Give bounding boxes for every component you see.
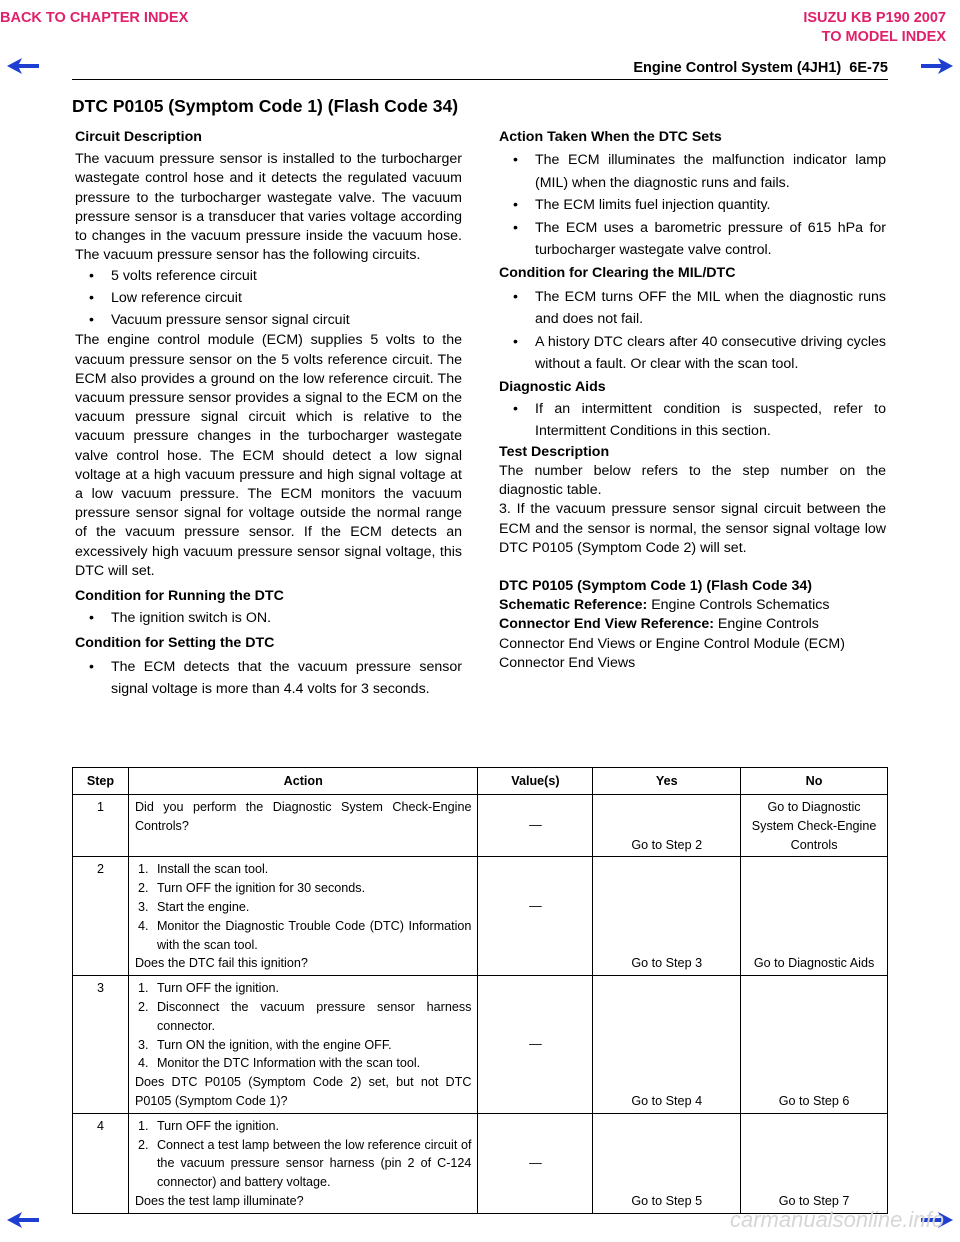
list-item: • The ECM limits fuel injection quantity. [499,194,886,217]
step-question: Does DTC P0105 (Symptom Code 2) set, but not DTC P0105 (Symptom Code 1)? [134,1075,472,1108]
circuit-description-heading: Circuit Description [75,129,202,145]
table-row [73,1113,888,1213]
step-number: 1 [73,795,129,857]
list-item: • The ECM uses a barometric pressure of 615 hPa for turbocharger wastegate valve control. [499,217,886,262]
schematic-reference-value: Engine Controls Schematics [647,597,830,614]
list-item: 3. Start the engine. [137,899,250,914]
header-rule [72,79,888,80]
list-item: 3. Turn ON the ignition, with the engine OFF. [137,1037,392,1052]
list-item: 4. Monitor the DTC Information with the scan tool. [137,1056,421,1071]
connector-reference-label: Connector End View Reference: [499,616,714,633]
list-item: • Low reference circuit [75,287,462,309]
list-item: 1. Turn OFF the ignition. [137,981,279,996]
step-number: 4 [73,1113,129,1213]
step-question: Did you perform the Diagnostic System Check-Engine Controls? [134,800,472,833]
list-item: 1. Turn OFF the ignition. [137,1118,279,1133]
table-header-row [73,768,888,795]
previous-page-arrow-icon[interactable] [6,56,40,76]
step-action [128,795,478,857]
step-action [128,976,478,1114]
step-yes: Go to Step 2 [593,795,741,857]
list-item: • If an intermittent condition is suspected, refer to Intermittent Conditions in this section. [499,398,886,443]
schematic-reference-label: Schematic Reference: [499,597,648,614]
table-row [73,976,888,1114]
table-row [73,857,888,976]
step-no: Go to Diagnostic Aids [741,857,888,976]
diagnostic-table [72,767,888,1214]
step-no: Go to Step 7 [741,1113,888,1213]
vehicle-model-link[interactable]: ISUZU KB P190 2007 [803,10,946,26]
list-item: • The ignition switch is ON. [75,607,462,630]
step-value: — [478,976,593,1114]
list-item: • The ECM illuminates the malfunction indicator lamp (MIL) when the diagnostic runs and fails. [499,149,886,194]
connector-reference [499,615,886,673]
step-value: — [478,795,593,857]
test-description-text: The number below refers to the step number on the diagnostic table. [499,462,886,499]
column-header-values: Value(s) [478,768,593,795]
step-question: Does the test lamp illuminate? [134,1193,304,1208]
step-no: Go to Step 6 [741,976,888,1114]
column-header-no: No [741,768,888,795]
step-action-list [135,860,472,954]
setting-condition-heading: Condition for Setting the DTC [75,634,275,651]
setting-condition-list [75,656,462,701]
list-item: • 5 volts reference circuit [75,265,462,287]
step-value: — [478,857,593,976]
to-model-index-link[interactable]: TO MODEL INDEX [821,29,946,45]
list-item: 2. Connect a test lamp between the low reference circuit of the vacuum pressure sensor harness (pin 2 of C-124 connector) and battery voltage. [137,1137,472,1190]
reference-title: DTC P0105 (Symptom Code 1) (Flash Code 34) [499,577,812,594]
step-number: 3 [73,976,129,1114]
section-title: Engine Control System (4JH1) [633,60,842,76]
step-no: Go to Diagnostic System Check-Engine Controls [741,795,888,857]
list-item: 2. Disconnect the vacuum pressure sensor harness connector. [137,999,472,1033]
step-question: Does the DTC fail this ignition? [134,956,308,971]
test-description-step: 3. If the vacuum pressure sensor signal circuit between the ECM and the sensor is normal, the sensor signal voltage low DTC P0105 (Symptom Code 2) will set. [499,501,886,556]
circuit-description-text: The vacuum pressure sensor is installed to the turbocharger wastegate control hose and it detects the regulated vacuum pressure to the turbocharger wastegate valve. The vacuum pressure sensor is a transducer that varies voltage according to changes in the vacuum pressure inside the vacuum hose. The vacuum pressure sensor has the following circuits. [75,151,462,264]
page-number: 6E-75 [849,60,888,76]
diagnostic-aids-list [499,398,886,443]
running-header [633,60,888,76]
test-description-heading: Test Description [499,443,610,460]
running-condition-list [75,607,462,630]
watermark: carmanualsonline.info [729,1207,944,1232]
list-item: • A history DTC clears after 40 consecutive driving cycles without a fault. Or clear with the scan tool. [499,331,886,376]
left-column [75,128,462,701]
circuit-list [75,265,462,331]
step-action [128,1113,478,1213]
list-item: • The ECM turns OFF the MIL when the diagnostic runs and does not fail. [499,286,886,331]
clearing-condition-list [499,286,886,376]
connector-reference-value: Engine Controls Connector End Views or Engine Control Module (ECM) Connector End Views [499,616,845,671]
clearing-condition-heading: Condition for Clearing the MIL/DTC [499,264,736,281]
next-page-arrow-icon[interactable] [920,56,954,76]
column-header-yes: Yes [593,768,741,795]
list-item: 1. Install the scan tool. [137,862,269,877]
step-yes: Go to Step 5 [593,1113,741,1213]
action-taken-heading: Action Taken When the DTC Sets [499,129,722,145]
previous-page-arrow-icon[interactable] [6,1210,40,1230]
step-action-list [135,1117,472,1192]
table-row [73,795,888,857]
running-condition-heading: Condition for Running the DTC [75,588,284,605]
column-header-step: Step [73,768,129,795]
ecm-description-text: The engine control module (ECM) supplies 5 volts to the vacuum pressure sensor on the 5 volts reference circuit. The ECM also provides a ground on the low reference circuit. The vacuum pressure sensor provides a signal to the ECM on the vacuum pressure signal circuit which is relative to the vacuum pressure changes in the turbocharger wastegate valve control hose. The ECM should detect a low signal voltage at a high vacuum pressure and high signal voltage at a low vacuum pressure. The ECM monitors the vacuum pressure sensor signal for voltage outside the normal range of the vacuum pressure sensor. If the ECM detects an excessively high vacuum pressure sensor signal voltage, this DTC will set. [75,332,462,579]
page-title: DTC P0105 (Symptom Code 1) (Flash Code 34) [72,96,459,116]
step-value: — [478,1113,593,1213]
right-column [499,128,886,673]
step-action [128,857,478,976]
step-yes: Go to Step 4 [593,976,741,1114]
list-item: • The ECM detects that the vacuum pressure sensor signal voltage is more than 4.4 volts for 3 seconds. [75,656,462,701]
back-to-chapter-index-link[interactable]: BACK TO CHAPTER INDEX [0,10,189,26]
action-taken-list [499,149,886,262]
column-header-action: Action [128,768,478,795]
diagnostic-aids-heading: Diagnostic Aids [499,378,606,395]
list-item: 4. Monitor the Diagnostic Trouble Code (DTC) Information with the scan tool. [137,918,472,952]
step-number: 2 [73,857,129,976]
schematic-reference [499,596,886,615]
step-yes: Go to Step 3 [593,857,741,976]
list-item: 2. Turn OFF the ignition for 30 seconds. [137,881,366,896]
list-item: • Vacuum pressure sensor signal circuit [75,309,462,331]
step-action-list [135,979,472,1073]
